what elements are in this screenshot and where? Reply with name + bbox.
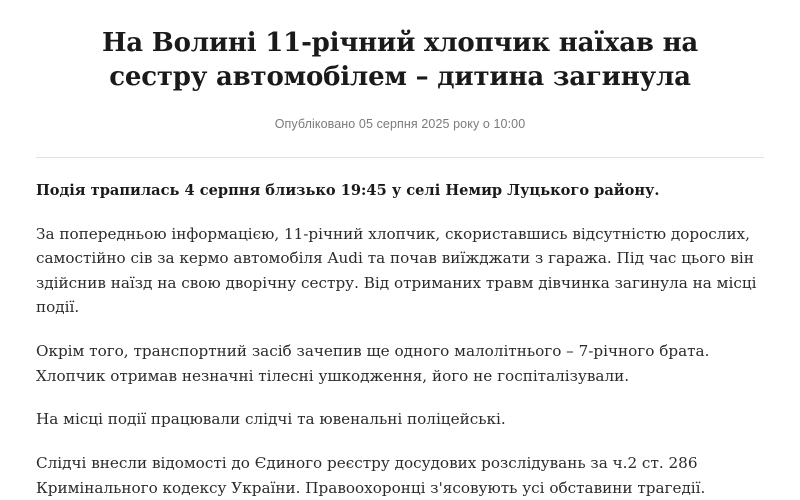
article-paragraph: Слідчі внесли відомості до Єдиного реєстру досудових розслідувань за ч.2 ст. 286 Кримінального кодексу України. Правоохоронці з'ясовують усі обставини трагедії. bbox=[36, 453, 706, 497]
header-divider bbox=[36, 157, 764, 158]
article-paragraph: За попередньою інформацією, 11-річний хлопчик, скориставшись відсутністю дорослих, самостійно сів за кермо автомобіля Audi та почав виїжджати з гаража. Під час цього він здійснив наїзд на свою дворічну сестру. Від отриманих травм дівчинка загинула на місці події. bbox=[36, 224, 757, 317]
article-paragraph: Окрім того, транспортний засіб зачепив ще одного малолітнього – 7-річного брата. Хлопчик отримав незначні тілесні ушкодження, його не госпіталізували. bbox=[36, 342, 710, 385]
publish-date: Опубліковано 05 серпня 2025 року о 10:00 bbox=[274, 116, 526, 131]
article-lead: Подія трапилась 4 серпня близько 19:45 у селі Немир Луцького району. bbox=[36, 181, 660, 199]
page-title: На Волині 11-річний хлопчик наїхав на сестру автомобілем – дитина загинула bbox=[101, 28, 699, 93]
article-body bbox=[36, 180, 764, 500]
article-paragraph: На місці події працювали слідчі та ювенальні поліцейські. bbox=[36, 410, 506, 429]
article-header bbox=[36, 26, 764, 131]
